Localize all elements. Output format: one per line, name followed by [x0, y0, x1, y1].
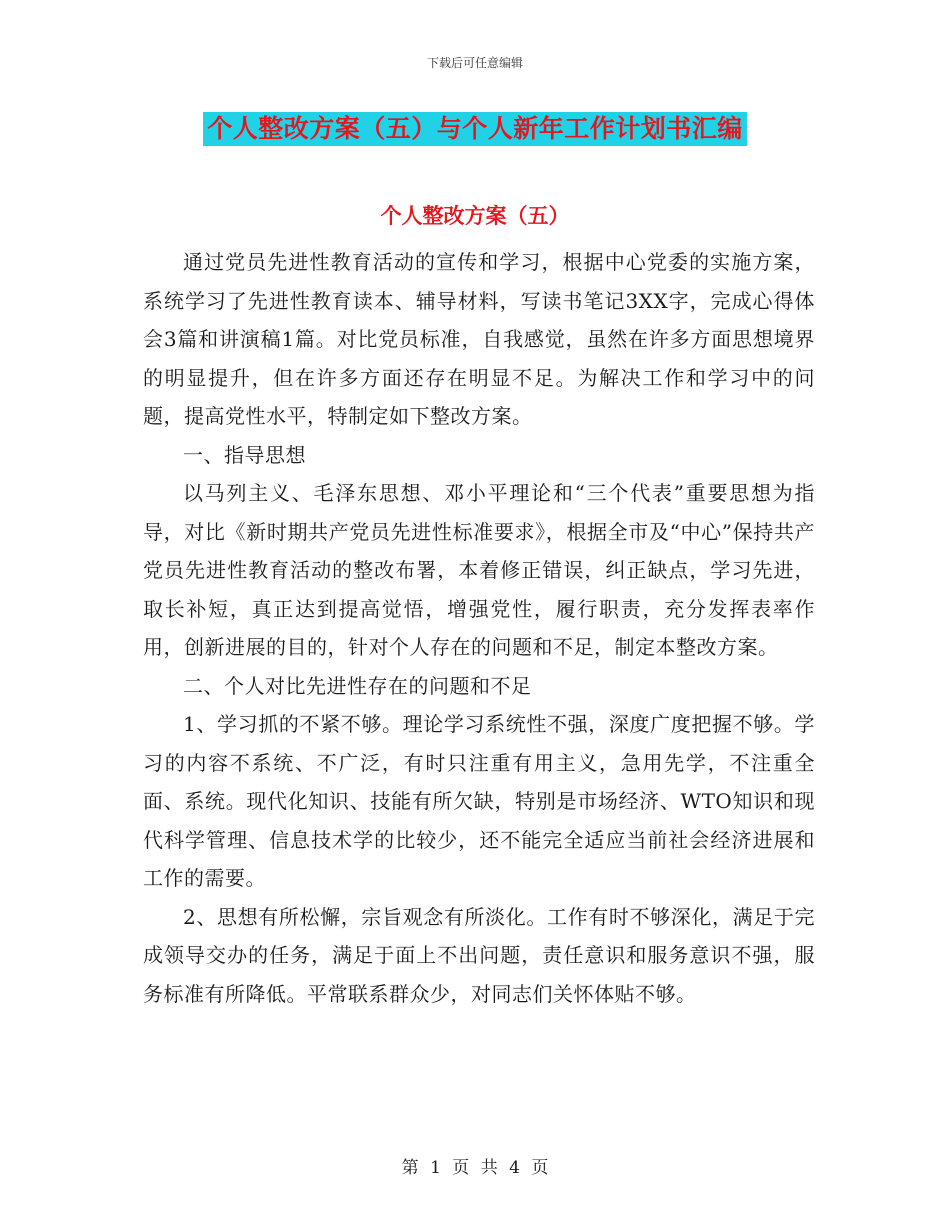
main-title-container: [0, 112, 950, 146]
heading-guiding-ideology: 一、指导思想: [183, 442, 306, 467]
paragraph-problem-1: 1、学习抓的不紧不够。理论学习系统性不强，深度广度把握不够。学习的内容不系统、不广泛，有时只注重有用主义，急用先学，不注重全面、系统。现代化知识、技能有所欠缺，特别是市场经济、WTO知识和现代科学管理、信息技术学的比较少，还不能完全适应当前社会经济进展和工作的需要。: [143, 712, 815, 890]
paragraph-intro: 通过党员先进性教育活动的宣传和学习，根据中心党委的实施方案，系统学习了先进性教育读本、辅导材料，写读书笔记3XX字，完成心得体会3篇和讲演稿1篇。对比党员标准，自我感觉，虽然在许多方面思想境界的明显提升，但在许多方面还存在明显不足。为解决工作和学习中的问题，提高党性水平，特制定如下整改方案。: [143, 250, 815, 428]
download-note: 下载后可任意编辑: [426, 56, 523, 70]
paragraph-guiding-ideology: 以马列主义、毛泽东思想、邓小平理论和“三个代表”重要思想为指导，对比《新时期共产党员先进性标准要求》，根据全市及“中心”保持共产党员先进性教育活动的整改布署，本着修正错误，纠正缺点，学习先进，取长补短，真正达到提高觉悟，增强党性，履行职责，充分发挥表率作用，创新进展的目的，针对个人存在的问题和不足，制定本整改方案。: [143, 481, 815, 659]
main-title: 个人整改方案（五）与个人新年工作计划书汇编: [203, 112, 747, 146]
paragraph-problem-2: 2、思想有所松懈，宗旨观念有所淡化。工作有时不够深化，满足于完成领导交办的任务，满足于面上不出问题，责任意识和服务意识不强，服务标准有所降低。平常联系群众少，对同志们关怀体贴不够。: [143, 904, 815, 1006]
page-number: 第 1 页 共 4 页: [401, 1158, 549, 1178]
heading-problems: 二、个人对比先进性存在的问题和不足: [183, 673, 532, 698]
section-title: 个人整改方案（五）: [380, 204, 570, 228]
document-body: [143, 243, 815, 1013]
